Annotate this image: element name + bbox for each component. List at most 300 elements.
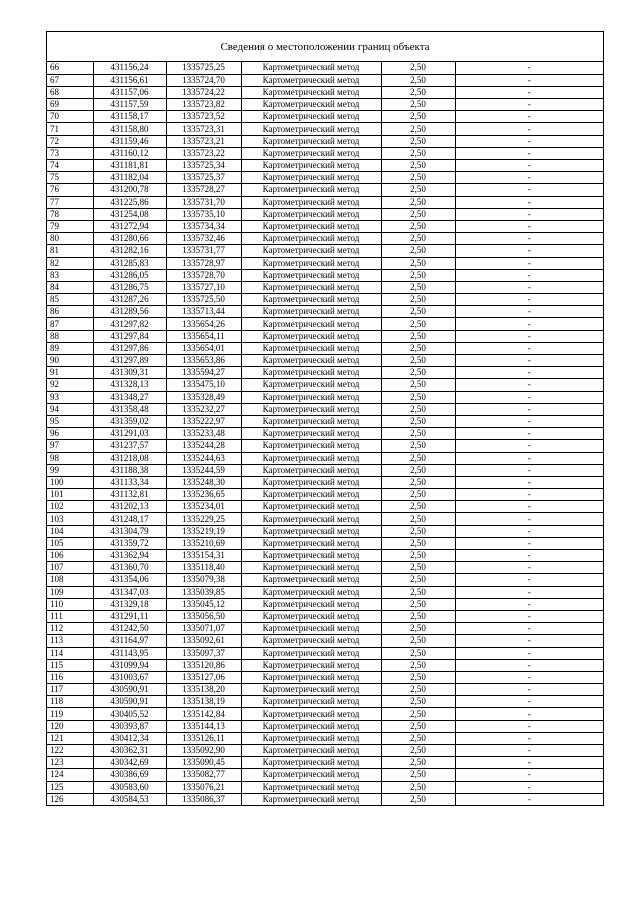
note-cell: - — [455, 671, 603, 683]
y-coordinate-cell: 1335328,49 — [166, 391, 241, 403]
x-coordinate-cell: 430405,52 — [93, 708, 166, 720]
x-coordinate-cell: 431181,81 — [93, 160, 166, 172]
y-coordinate-cell: 1335222,97 — [166, 415, 241, 427]
precision-cell: 2,50 — [381, 452, 455, 464]
y-coordinate-cell: 1335723,22 — [166, 147, 241, 159]
y-coordinate-cell: 1335082,77 — [166, 769, 241, 781]
note-cell: - — [455, 86, 603, 98]
y-coordinate-cell: 1335723,52 — [166, 111, 241, 123]
y-coordinate-cell: 1335713,44 — [166, 306, 241, 318]
table-row — [47, 720, 603, 732]
y-coordinate-cell: 1335728,27 — [166, 184, 241, 196]
table-row — [47, 781, 603, 793]
y-coordinate-cell: 1335654,26 — [166, 318, 241, 330]
precision-cell: 2,50 — [381, 659, 455, 671]
x-coordinate-cell: 431348,27 — [93, 391, 166, 403]
method-cell: Картометрический метод — [241, 294, 381, 306]
sheet-title: Сведения о местоположении границ объекта — [47, 32, 603, 62]
precision-cell: 2,50 — [381, 233, 455, 245]
point-number-cell: 120 — [47, 720, 93, 732]
note-cell: - — [455, 196, 603, 208]
table-row — [47, 86, 603, 98]
point-number-cell: 88 — [47, 330, 93, 342]
precision-cell: 2,50 — [381, 757, 455, 769]
precision-cell: 2,50 — [381, 147, 455, 159]
method-cell: Картометрический метод — [241, 623, 381, 635]
method-cell: Картометрический метод — [241, 172, 381, 184]
y-coordinate-cell: 1335142,84 — [166, 708, 241, 720]
precision-cell: 2,50 — [381, 440, 455, 452]
x-coordinate-cell: 431160,12 — [93, 147, 166, 159]
point-number-cell: 113 — [47, 635, 93, 647]
y-coordinate-cell: 1335724,70 — [166, 74, 241, 86]
method-cell: Картометрический метод — [241, 659, 381, 671]
precision-cell: 2,50 — [381, 281, 455, 293]
method-cell: Картометрический метод — [241, 708, 381, 720]
method-cell: Картометрический метод — [241, 586, 381, 598]
x-coordinate-cell: 431286,75 — [93, 281, 166, 293]
point-number-cell: 91 — [47, 367, 93, 379]
point-number-cell: 116 — [47, 671, 93, 683]
x-coordinate-cell: 431309,31 — [93, 367, 166, 379]
y-coordinate-cell: 1335138,19 — [166, 696, 241, 708]
note-cell: - — [455, 208, 603, 220]
precision-cell: 2,50 — [381, 135, 455, 147]
x-coordinate-cell: 431218,08 — [93, 452, 166, 464]
y-coordinate-cell: 1335244,63 — [166, 452, 241, 464]
point-number-cell: 73 — [47, 147, 93, 159]
y-coordinate-cell: 1335144,13 — [166, 720, 241, 732]
table-row — [47, 306, 603, 318]
table-row — [47, 793, 603, 805]
point-number-cell: 93 — [47, 391, 93, 403]
precision-cell: 2,50 — [381, 647, 455, 659]
note-cell: - — [455, 367, 603, 379]
point-number-cell: 85 — [47, 294, 93, 306]
precision-cell: 2,50 — [381, 537, 455, 549]
precision-cell: 2,50 — [381, 574, 455, 586]
method-cell: Картометрический метод — [241, 550, 381, 562]
method-cell: Картометрический метод — [241, 635, 381, 647]
y-coordinate-cell: 1335039,85 — [166, 586, 241, 598]
y-coordinate-cell: 1335229,25 — [166, 513, 241, 525]
x-coordinate-cell: 430393,87 — [93, 720, 166, 732]
method-cell: Картометрический метод — [241, 245, 381, 257]
precision-cell: 2,50 — [381, 379, 455, 391]
point-number-cell: 66 — [47, 62, 93, 74]
table-row — [47, 440, 603, 452]
point-number-cell: 95 — [47, 415, 93, 427]
table-row — [47, 671, 603, 683]
x-coordinate-cell: 431359,02 — [93, 415, 166, 427]
x-coordinate-cell: 430590,91 — [93, 684, 166, 696]
precision-cell: 2,50 — [381, 696, 455, 708]
precision-cell: 2,50 — [381, 671, 455, 683]
point-number-cell: 118 — [47, 696, 93, 708]
y-coordinate-cell: 1335234,01 — [166, 501, 241, 513]
table-row — [47, 330, 603, 342]
table-row — [47, 391, 603, 403]
y-coordinate-cell: 1335723,82 — [166, 99, 241, 111]
note-cell: - — [455, 160, 603, 172]
y-coordinate-cell: 1335056,50 — [166, 610, 241, 622]
x-coordinate-cell: 431359,72 — [93, 537, 166, 549]
method-cell: Картометрический метод — [241, 415, 381, 427]
point-number-cell: 79 — [47, 220, 93, 232]
method-cell: Картометрический метод — [241, 769, 381, 781]
x-coordinate-cell: 431360,70 — [93, 562, 166, 574]
x-coordinate-cell: 431143,95 — [93, 647, 166, 659]
precision-cell: 2,50 — [381, 306, 455, 318]
y-coordinate-cell: 1335219,19 — [166, 525, 241, 537]
note-cell: - — [455, 440, 603, 452]
method-cell: Картометрический метод — [241, 598, 381, 610]
y-coordinate-cell: 1335248,30 — [166, 476, 241, 488]
precision-cell: 2,50 — [381, 501, 455, 513]
y-coordinate-cell: 1335079,38 — [166, 574, 241, 586]
x-coordinate-cell: 431297,82 — [93, 318, 166, 330]
note-cell: - — [455, 586, 603, 598]
point-number-cell: 105 — [47, 537, 93, 549]
table-row — [47, 415, 603, 427]
point-number-cell: 112 — [47, 623, 93, 635]
note-cell: - — [455, 696, 603, 708]
note-cell: - — [455, 379, 603, 391]
precision-cell: 2,50 — [381, 86, 455, 98]
x-coordinate-cell: 431188,38 — [93, 464, 166, 476]
table-row — [47, 428, 603, 440]
note-cell: - — [455, 99, 603, 111]
y-coordinate-cell: 1335735,10 — [166, 208, 241, 220]
point-number-cell: 103 — [47, 513, 93, 525]
note-cell: - — [455, 745, 603, 757]
x-coordinate-cell: 431159,46 — [93, 135, 166, 147]
table-row — [47, 147, 603, 159]
x-coordinate-cell: 431182,04 — [93, 172, 166, 184]
precision-cell: 2,50 — [381, 208, 455, 220]
precision-cell: 2,50 — [381, 550, 455, 562]
precision-cell: 2,50 — [381, 269, 455, 281]
precision-cell: 2,50 — [381, 525, 455, 537]
note-cell: - — [455, 306, 603, 318]
point-number-cell: 86 — [47, 306, 93, 318]
point-number-cell: 96 — [47, 428, 93, 440]
table-row — [47, 403, 603, 415]
x-coordinate-cell: 431156,61 — [93, 74, 166, 86]
table-row — [47, 135, 603, 147]
method-cell: Картометрический метод — [241, 233, 381, 245]
point-number-cell: 107 — [47, 562, 93, 574]
table-row — [47, 464, 603, 476]
method-cell: Картометрический метод — [241, 745, 381, 757]
table-row — [47, 501, 603, 513]
note-cell: - — [455, 135, 603, 147]
x-coordinate-cell: 430362,31 — [93, 745, 166, 757]
y-coordinate-cell: 1335728,70 — [166, 269, 241, 281]
precision-cell: 2,50 — [381, 123, 455, 135]
table-row — [47, 623, 603, 635]
table-row — [47, 184, 603, 196]
x-coordinate-cell: 431237,57 — [93, 440, 166, 452]
precision-cell: 2,50 — [381, 732, 455, 744]
precision-cell: 2,50 — [381, 428, 455, 440]
x-coordinate-cell: 431297,86 — [93, 342, 166, 354]
y-coordinate-cell: 1335727,10 — [166, 281, 241, 293]
y-coordinate-cell: 1335232,27 — [166, 403, 241, 415]
x-coordinate-cell: 431304,79 — [93, 525, 166, 537]
x-coordinate-cell: 430342,69 — [93, 757, 166, 769]
method-cell: Картометрический метод — [241, 428, 381, 440]
point-number-cell: 90 — [47, 355, 93, 367]
table-row — [47, 476, 603, 488]
x-coordinate-cell: 431242,50 — [93, 623, 166, 635]
y-coordinate-cell: 1335233,48 — [166, 428, 241, 440]
precision-cell: 2,50 — [381, 184, 455, 196]
table-row — [47, 452, 603, 464]
x-coordinate-cell: 431347,03 — [93, 586, 166, 598]
y-coordinate-cell: 1335092,61 — [166, 635, 241, 647]
table-row — [47, 196, 603, 208]
note-cell: - — [455, 220, 603, 232]
note-cell: - — [455, 562, 603, 574]
table-row — [47, 208, 603, 220]
x-coordinate-cell: 431157,06 — [93, 86, 166, 98]
point-number-cell: 94 — [47, 403, 93, 415]
method-cell: Картометрический метод — [241, 135, 381, 147]
precision-cell: 2,50 — [381, 391, 455, 403]
table-row — [47, 659, 603, 671]
method-cell: Картометрический метод — [241, 610, 381, 622]
precision-cell: 2,50 — [381, 196, 455, 208]
point-number-cell: 123 — [47, 757, 93, 769]
y-coordinate-cell: 1335734,34 — [166, 220, 241, 232]
table-row — [47, 513, 603, 525]
y-coordinate-cell: 1335723,21 — [166, 135, 241, 147]
method-cell: Картометрический метод — [241, 208, 381, 220]
x-coordinate-cell: 430386,69 — [93, 769, 166, 781]
x-coordinate-cell: 431358,48 — [93, 403, 166, 415]
x-coordinate-cell: 431003,67 — [93, 671, 166, 683]
method-cell: Картометрический метод — [241, 562, 381, 574]
precision-cell: 2,50 — [381, 708, 455, 720]
x-coordinate-cell: 431164,97 — [93, 635, 166, 647]
note-cell: - — [455, 732, 603, 744]
table-row — [47, 732, 603, 744]
table-row — [47, 769, 603, 781]
method-cell: Картометрический метод — [241, 720, 381, 732]
x-coordinate-cell: 431158,17 — [93, 111, 166, 123]
x-coordinate-cell: 430590,91 — [93, 696, 166, 708]
x-coordinate-cell: 431287,26 — [93, 294, 166, 306]
note-cell: - — [455, 111, 603, 123]
x-coordinate-cell: 431156,24 — [93, 62, 166, 74]
precision-cell: 2,50 — [381, 342, 455, 354]
method-cell: Картометрический метод — [241, 160, 381, 172]
note-cell: - — [455, 355, 603, 367]
point-number-cell: 68 — [47, 86, 93, 98]
y-coordinate-cell: 1335723,31 — [166, 123, 241, 135]
precision-cell: 2,50 — [381, 476, 455, 488]
method-cell: Картометрический метод — [241, 147, 381, 159]
point-number-cell: 97 — [47, 440, 93, 452]
method-cell: Картометрический метод — [241, 525, 381, 537]
method-cell: Картометрический метод — [241, 489, 381, 501]
precision-cell: 2,50 — [381, 623, 455, 635]
y-coordinate-cell: 1335244,28 — [166, 440, 241, 452]
table-row — [47, 757, 603, 769]
point-number-cell: 81 — [47, 245, 93, 257]
point-number-cell: 87 — [47, 318, 93, 330]
y-coordinate-cell: 1335236,65 — [166, 489, 241, 501]
table-row — [47, 74, 603, 86]
precision-cell: 2,50 — [381, 220, 455, 232]
note-cell: - — [455, 342, 603, 354]
point-number-cell: 104 — [47, 525, 93, 537]
table-row — [47, 62, 603, 74]
table-row — [47, 220, 603, 232]
precision-cell: 2,50 — [381, 172, 455, 184]
note-cell: - — [455, 610, 603, 622]
precision-cell: 2,50 — [381, 318, 455, 330]
boundary-sheet — [46, 31, 604, 806]
point-number-cell: 76 — [47, 184, 93, 196]
method-cell: Картометрический метод — [241, 391, 381, 403]
precision-cell: 2,50 — [381, 245, 455, 257]
note-cell: - — [455, 62, 603, 74]
method-cell: Картометрический метод — [241, 184, 381, 196]
table-row — [47, 269, 603, 281]
precision-cell: 2,50 — [381, 720, 455, 732]
point-number-cell: 111 — [47, 610, 93, 622]
x-coordinate-cell: 431248,17 — [93, 513, 166, 525]
y-coordinate-cell: 1335120,86 — [166, 659, 241, 671]
method-cell: Картометрический метод — [241, 367, 381, 379]
x-coordinate-cell: 431225,86 — [93, 196, 166, 208]
y-coordinate-cell: 1335126,11 — [166, 732, 241, 744]
note-cell: - — [455, 781, 603, 793]
y-coordinate-cell: 1335653,86 — [166, 355, 241, 367]
table-row — [47, 684, 603, 696]
x-coordinate-cell: 431329,18 — [93, 598, 166, 610]
note-cell: - — [455, 428, 603, 440]
point-number-cell: 106 — [47, 550, 93, 562]
precision-cell: 2,50 — [381, 74, 455, 86]
method-cell: Картометрический метод — [241, 306, 381, 318]
point-number-cell: 74 — [47, 160, 93, 172]
y-coordinate-cell: 1335654,11 — [166, 330, 241, 342]
precision-cell: 2,50 — [381, 160, 455, 172]
point-number-cell: 82 — [47, 257, 93, 269]
y-coordinate-cell: 1335724,22 — [166, 86, 241, 98]
table-row — [47, 550, 603, 562]
note-cell: - — [455, 501, 603, 513]
precision-cell: 2,50 — [381, 355, 455, 367]
x-coordinate-cell: 431297,84 — [93, 330, 166, 342]
y-coordinate-cell: 1335732,46 — [166, 233, 241, 245]
precision-cell: 2,50 — [381, 257, 455, 269]
note-cell: - — [455, 476, 603, 488]
precision-cell: 2,50 — [381, 464, 455, 476]
table-row — [47, 379, 603, 391]
note-cell: - — [455, 74, 603, 86]
method-cell: Картометрический метод — [241, 269, 381, 281]
method-cell: Картометрический метод — [241, 513, 381, 525]
table-row — [47, 586, 603, 598]
point-number-cell: 126 — [47, 793, 93, 805]
x-coordinate-cell: 430583,60 — [93, 781, 166, 793]
note-cell: - — [455, 623, 603, 635]
method-cell: Картометрический метод — [241, 99, 381, 111]
y-coordinate-cell: 1335154,31 — [166, 550, 241, 562]
y-coordinate-cell: 1335725,25 — [166, 62, 241, 74]
y-coordinate-cell: 1335475,10 — [166, 379, 241, 391]
precision-cell: 2,50 — [381, 513, 455, 525]
point-number-cell: 101 — [47, 489, 93, 501]
note-cell: - — [455, 330, 603, 342]
x-coordinate-cell: 431132,81 — [93, 489, 166, 501]
note-cell: - — [455, 489, 603, 501]
x-coordinate-cell: 430584,53 — [93, 793, 166, 805]
method-cell: Картометрический метод — [241, 781, 381, 793]
table-row — [47, 111, 603, 123]
note-cell: - — [455, 574, 603, 586]
table-row — [47, 233, 603, 245]
note-cell: - — [455, 147, 603, 159]
y-coordinate-cell: 1335127,06 — [166, 671, 241, 683]
x-coordinate-cell: 431200,78 — [93, 184, 166, 196]
point-number-cell: 114 — [47, 647, 93, 659]
note-cell: - — [455, 269, 603, 281]
method-cell: Картометрический метод — [241, 440, 381, 452]
y-coordinate-cell: 1335086,37 — [166, 793, 241, 805]
point-number-cell: 72 — [47, 135, 93, 147]
x-coordinate-cell: 431157,59 — [93, 99, 166, 111]
note-cell: - — [455, 635, 603, 647]
coordinates-table — [47, 62, 603, 805]
table-row — [47, 355, 603, 367]
x-coordinate-cell: 430412,34 — [93, 732, 166, 744]
note-cell: - — [455, 415, 603, 427]
table-row — [47, 745, 603, 757]
note-cell: - — [455, 233, 603, 245]
note-cell: - — [455, 647, 603, 659]
point-number-cell: 108 — [47, 574, 93, 586]
method-cell: Картометрический метод — [241, 464, 381, 476]
table-row — [47, 318, 603, 330]
note-cell: - — [455, 525, 603, 537]
note-cell: - — [455, 513, 603, 525]
method-cell: Картометрический метод — [241, 671, 381, 683]
point-number-cell: 80 — [47, 233, 93, 245]
point-number-cell: 77 — [47, 196, 93, 208]
method-cell: Картометрический метод — [241, 196, 381, 208]
table-row — [47, 598, 603, 610]
x-coordinate-cell: 431202,13 — [93, 501, 166, 513]
y-coordinate-cell: 1335728,97 — [166, 257, 241, 269]
table-row — [47, 257, 603, 269]
precision-cell: 2,50 — [381, 99, 455, 111]
coordinates-table-body — [47, 62, 603, 805]
point-number-cell: 125 — [47, 781, 93, 793]
precision-cell: 2,50 — [381, 62, 455, 74]
method-cell: Картометрический метод — [241, 501, 381, 513]
y-coordinate-cell: 1335071,07 — [166, 623, 241, 635]
y-coordinate-cell: 1335725,34 — [166, 160, 241, 172]
x-coordinate-cell: 431362,94 — [93, 550, 166, 562]
precision-cell: 2,50 — [381, 586, 455, 598]
point-number-cell: 115 — [47, 659, 93, 671]
method-cell: Картометрический метод — [241, 318, 381, 330]
